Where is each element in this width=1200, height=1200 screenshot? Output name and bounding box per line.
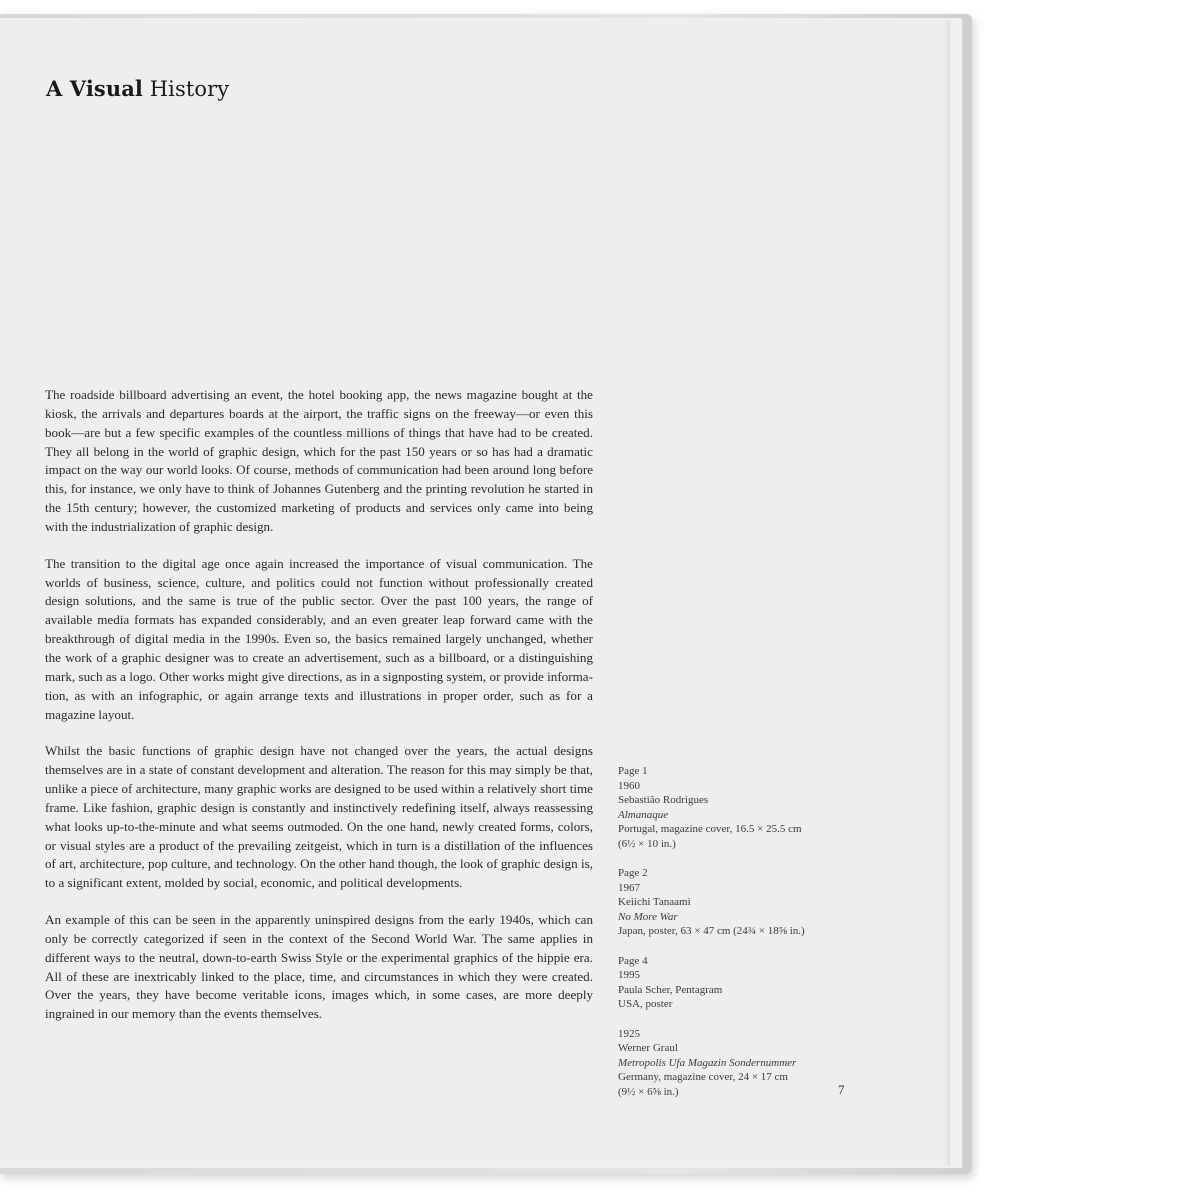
caption-item — [618, 954, 868, 1012]
image-captions — [618, 764, 868, 1114]
caption-page: Page 1 — [618, 765, 648, 777]
caption-work: Metropolis Ufa Magazin Sondernummer — [618, 1056, 797, 1069]
caption-year: 1995 — [618, 969, 640, 981]
caption-details: USA, poster — [618, 998, 673, 1010]
caption-details: Germany, magazine cover, 24 × 17 cm — [618, 1071, 788, 1083]
caption-details: Japan, poster, 63 × 47 cm (24¾ × 18⅝ in.) — [618, 925, 805, 937]
page-title — [46, 76, 229, 101]
page-title-regular: History — [142, 77, 230, 101]
caption-item — [618, 764, 868, 851]
caption-details: Portugal, magazine cover, 16.5 × 25.5 cm — [618, 823, 802, 835]
page-number: 7 — [838, 1082, 845, 1097]
body-paragraph: The roadside billboard advertising an event, the hotel booking app, the news magazine bought at the kiosk, the arrivals and departures boards at the airport, the traffic signs on the freeway—or even this book—are but a few specific examples of the countless millions of things that have had to be created. They all belong in the world of graphic design, which for the past 150 years or so has had a dramatic impact on the way our world looks. Of course, methods of communication had been around long before this, for instance, we only have to think of Johannes Gutenberg and the printing revolution he started in the 15th century; however, the customized marketing of products and services only came into being with the industrialization of graphic design. — [45, 387, 593, 534]
caption-imperial: (9½ × 6⅝ in.) — [618, 1085, 679, 1098]
caption-year: 1967 — [618, 881, 640, 894]
caption-year: 1925 — [618, 1027, 640, 1040]
caption-imperial: (6½ × 10 in.) — [618, 837, 676, 850]
body-paragraph: The transition to the digital age once again increased the importance of visual communication. The worlds of business, science, culture, and politics could not function without professionally created design solutions, and the same is true of the public sector. Over the past 100 years, the range of available media formats has expanded considerably, and an even greater leap forward came with the breakthrough of digital media in the 1990s. Even so, the basics remained largely unchanged, whether the work of a graphic designer was to create an advertisement, such as a billboard, or a distinguishing mark, such as a logo. Other works might give directions, as in a signposting system, or provide information, as with an infographic, or again arrange texts and illustrations in proper order, such as for a magazine layout. — [45, 555, 593, 722]
book-page — [0, 20, 950, 1166]
caption-designer: Paula Scher, Pentagram — [618, 983, 723, 996]
caption-item — [618, 1027, 868, 1100]
caption-item — [618, 866, 868, 939]
page-title-bold: A Visual — [46, 76, 143, 101]
body-paragraph: An example of this can be seen in the apparently uninspired designs from the early 1940s, which can only be correctly categorized if seen in the context of the Second World War. The same applies in different ways to the neutral, down-to-earth Swiss Style or the experimental graphics of the hippie era. All of these are inextricably linked to the place, time, and circumstances in which they were created. Over the years, they have become veritable icons, images which, in some cases, are more deeply ingrained in our memory than the events themselves. — [45, 912, 593, 1022]
caption-work: Almanaque — [618, 808, 669, 821]
caption-designer: Keiichi Tanaami — [618, 896, 691, 908]
body-text — [45, 386, 593, 1042]
caption-work: No More War — [618, 910, 678, 923]
caption-year: 1960 — [618, 779, 640, 792]
body-paragraph: Whilst the basic functions of graphic design have not changed over the years, the actual designs themselves are in a state of constant development and alteration. The reason for this may simply be that, unlike a piece of architecture, many graphic works are designed to be used within a relatively short time frame. Like fashion, graphic design is constantly and instinctively redefining itself, always reassessing what looks up-to-the-minute and what seems outmoded. On the one hand, newly created forms, colors, or visual styles are a product of the prevailing zeitgeist, which in turn is a distillation of the influences of art, architecture, pop culture, and technology. On the other hand though, the look of graphic design is, to a significant extent, molded by social, economic, and political developments. — [45, 743, 593, 891]
caption-designer: Werner Graul — [618, 1042, 678, 1054]
caption-page: Page 2 — [618, 867, 648, 879]
caption-page: Page 4 — [618, 954, 648, 967]
caption-designer: Sebastião Rodrigues — [618, 794, 709, 806]
